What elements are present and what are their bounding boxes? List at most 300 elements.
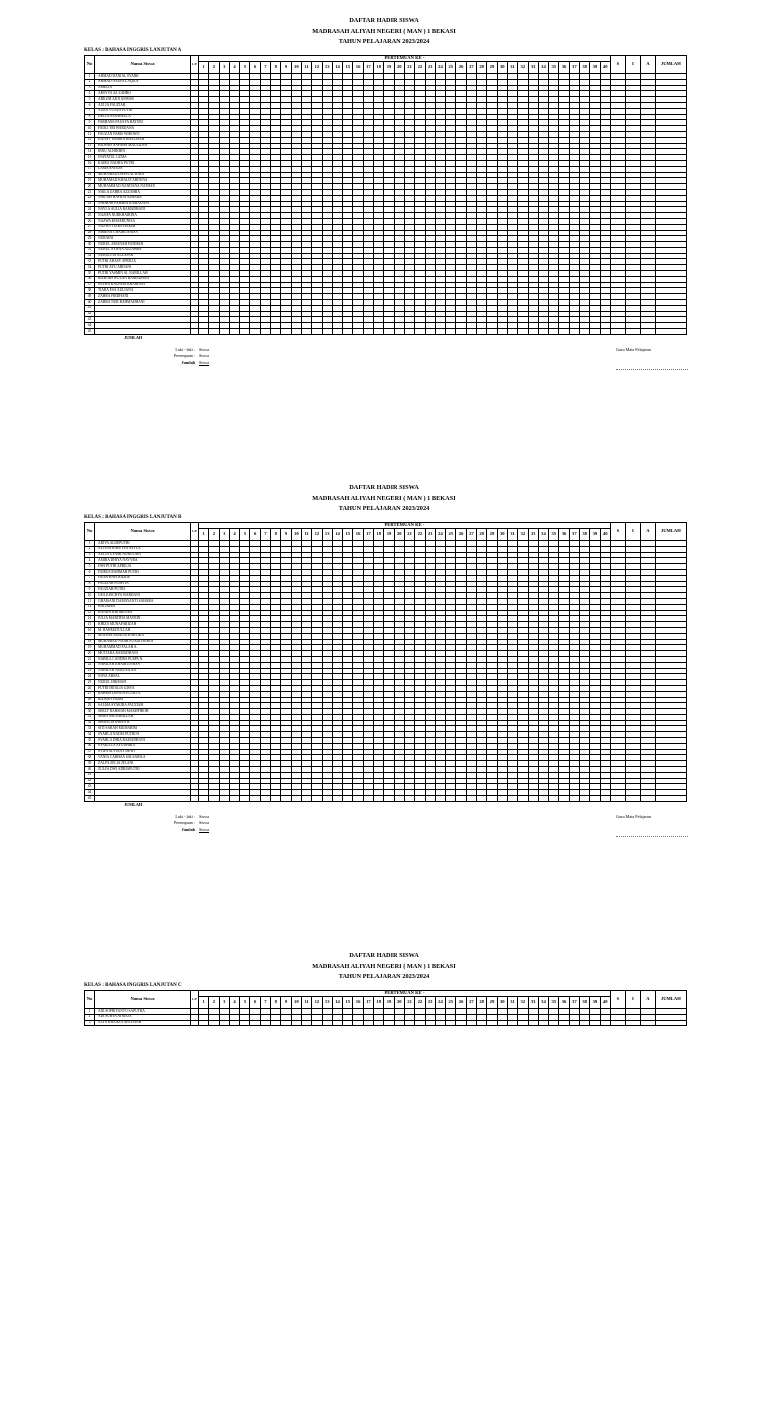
meeting-number: 39 [590, 62, 600, 74]
meeting-number: 28 [477, 529, 487, 541]
table-row [85, 796, 687, 802]
attendance-cell[interactable] [199, 796, 209, 802]
row-number: 20 [85, 184, 95, 190]
attendance-cell[interactable] [425, 1020, 435, 1026]
student-name: RIZKIAH WULAN RAMADHAN [95, 276, 191, 282]
student-name: NABILA CANDRA PUSPA N. [95, 656, 191, 662]
row-number: 21 [85, 189, 95, 195]
meeting-number: 5 [240, 529, 250, 541]
attendance-cell[interactable] [477, 329, 487, 335]
attendance-cell[interactable] [322, 329, 332, 335]
attendance-cell[interactable] [374, 1020, 384, 1026]
meeting-number: 37 [569, 62, 579, 74]
row-number: 40 [85, 767, 95, 773]
attendance-cell[interactable] [271, 329, 281, 335]
attendance-cell[interactable] [281, 796, 291, 802]
column-header-i: I [625, 991, 640, 1009]
meeting-number: 19 [384, 62, 394, 74]
row-number: 37 [85, 749, 95, 755]
attendance-cell[interactable] [260, 329, 270, 335]
meeting-number: 13 [322, 62, 332, 74]
attendance-cell[interactable] [301, 1020, 311, 1026]
absent-count-cell[interactable] [640, 796, 655, 802]
attendance-cell[interactable] [435, 1020, 445, 1026]
attendance-cell[interactable] [250, 329, 260, 335]
attendance-cell[interactable] [569, 1020, 579, 1026]
row-number: 20 [85, 651, 95, 657]
meeting-number: 12 [312, 997, 322, 1009]
attendance-cell[interactable] [260, 796, 270, 802]
student-name: ZALFA ZELIA JELANI [95, 761, 191, 767]
attendance-cell[interactable] [271, 1020, 281, 1026]
attendance-cell[interactable] [415, 796, 425, 802]
attendance-cell[interactable] [518, 796, 528, 802]
student-name: AULIA UTAMI NURULAIN [95, 552, 191, 558]
attendance-cell[interactable] [209, 329, 219, 335]
attendance-cell[interactable] [487, 329, 497, 335]
gender-cell[interactable] [191, 329, 199, 335]
row-number: 35 [85, 738, 95, 744]
attendance-cell[interactable] [281, 1020, 291, 1026]
attendance-cell[interactable] [281, 329, 291, 335]
meeting-number: 10 [291, 997, 301, 1009]
attendance-cell[interactable] [507, 796, 517, 802]
meeting-number: 27 [466, 529, 476, 541]
attendance-cell[interactable] [250, 1020, 260, 1026]
meeting-number: 32 [518, 62, 528, 74]
row-number: 17 [85, 166, 95, 172]
meeting-number: 21 [404, 529, 414, 541]
attendance-cell[interactable] [260, 1020, 270, 1026]
row-number: 12 [85, 604, 95, 610]
attendance-cell[interactable] [528, 1020, 538, 1026]
attendance-cell[interactable] [466, 1020, 476, 1026]
student-name: SYAHLA DHIA RAMADHANI [95, 738, 191, 744]
meeting-number: 19 [384, 997, 394, 1009]
meeting-number: 38 [579, 62, 589, 74]
attendance-cell[interactable] [363, 796, 373, 802]
attendance-cell[interactable] [600, 796, 610, 802]
absent-count-cell[interactable] [640, 1020, 655, 1026]
row-number: 45 [85, 329, 95, 335]
meeting-number: 29 [487, 62, 497, 74]
summary-label-total: Jumlah [181, 826, 195, 832]
meeting-number: 34 [538, 997, 548, 1009]
attendance-cell[interactable] [250, 796, 260, 802]
attendance-cell[interactable] [549, 329, 559, 335]
row-number: 6 [85, 102, 95, 108]
meeting-number: 9 [281, 997, 291, 1009]
student-name: VANIA CARISSA SALSABILA [95, 755, 191, 761]
attendance-cell[interactable] [384, 796, 394, 802]
attendance-cell[interactable] [291, 329, 301, 335]
meeting-number: 30 [497, 997, 507, 1009]
row-number: 3 [85, 552, 95, 558]
meeting-number: 8 [271, 529, 281, 541]
meeting-number: 17 [363, 997, 373, 1009]
permit-count-cell[interactable] [625, 329, 640, 335]
meeting-number: 3 [219, 529, 229, 541]
row-number: 14 [85, 149, 95, 155]
row-number: 35 [85, 271, 95, 277]
attendance-cell[interactable] [229, 329, 239, 335]
row-number: 6 [85, 569, 95, 575]
attendance-cell[interactable] [209, 1020, 219, 1026]
attendance-cell[interactable] [199, 329, 209, 335]
student-name: FATIH HAFI RIZKIE [95, 575, 191, 581]
row-number: 42 [85, 311, 95, 317]
meeting-number: 6 [250, 62, 260, 74]
attendance-cell[interactable] [219, 1020, 229, 1026]
meeting-number: 38 [579, 529, 589, 541]
attendance-cell[interactable] [528, 329, 538, 335]
attendance-cell[interactable] [456, 1020, 466, 1026]
row-number: 27 [85, 224, 95, 230]
attendance-cell[interactable] [518, 1020, 528, 1026]
row-number: 11 [85, 131, 95, 137]
sheet-header-title: DAFTAR HADIR SISWA [349, 952, 419, 959]
student-name: PUTRI AYU ARDANI [95, 265, 191, 271]
sheet-header-school: MADRASAH ALIYAH NEGERI ( MAN ) 1 BEKASI [312, 494, 456, 502]
attendance-cell[interactable] [487, 796, 497, 802]
attendance-cell[interactable] [415, 1020, 425, 1026]
row-number: 26 [85, 685, 95, 691]
student-name: MUTIARA RAMADHANI [95, 651, 191, 657]
table-row [85, 1020, 687, 1026]
meeting-number: 12 [312, 62, 322, 74]
student-name: RAHMA DONITA PUTRI A. [95, 691, 191, 697]
row-number: 8 [85, 114, 95, 120]
attendance-cell[interactable] [209, 796, 219, 802]
meeting-number: 24 [435, 529, 445, 541]
gender-cell[interactable] [191, 1020, 199, 1026]
attendance-cell[interactable] [456, 796, 466, 802]
teacher-signature-line [616, 369, 688, 370]
attendance-cell[interactable] [219, 329, 229, 335]
attendance-cell[interactable] [507, 1020, 517, 1026]
column-header-lp: L/P [191, 991, 199, 1009]
attendance-cell[interactable] [528, 796, 538, 802]
attendance-cell[interactable] [332, 796, 342, 802]
attendance-cell[interactable] [415, 329, 425, 335]
meeting-number: 16 [353, 997, 363, 1009]
attendance-cell[interactable] [446, 1020, 456, 1026]
row-number: 33 [85, 259, 95, 265]
column-header-jumlah: JUMLAH [655, 523, 686, 541]
attendance-cell[interactable] [579, 1020, 589, 1026]
row-number: 41 [85, 305, 95, 311]
attendance-cell[interactable] [240, 329, 250, 335]
row-number: 45 [85, 796, 95, 802]
attendance-cell[interactable] [477, 796, 487, 802]
attendance-cell[interactable] [425, 329, 435, 335]
attendance-sheet [0, 0, 768, 470]
column-header-meetings: PERTEMUAN KE - [199, 56, 611, 62]
attendance-cell[interactable] [322, 1020, 332, 1026]
attendance-cell[interactable] [435, 329, 445, 335]
attendance-cell[interactable] [497, 796, 507, 802]
meeting-number: 34 [538, 529, 548, 541]
meeting-number: 3 [219, 62, 229, 74]
attendance-cell[interactable] [579, 329, 589, 335]
attendance-cell[interactable] [353, 1020, 363, 1026]
attendance-cell[interactable] [240, 1020, 250, 1026]
student-name: FADLI TRI WARDANA [95, 126, 191, 132]
row-number: 1 [85, 540, 95, 546]
attendance-cell[interactable] [518, 329, 528, 335]
meeting-number: 1 [199, 997, 209, 1009]
attendance-cell[interactable] [507, 329, 517, 335]
sheet-header-school: MADRASAH ALIYAH NEGERI ( MAN ) 1 BEKASI [312, 27, 456, 35]
attendance-cell[interactable] [332, 329, 342, 335]
row-number: 38 [85, 755, 95, 761]
meeting-number: 33 [528, 997, 538, 1009]
student-name: SYIFA ALVIANY DEWI [95, 749, 191, 755]
meeting-number: 39 [590, 997, 600, 1009]
attendance-cell[interactable] [466, 796, 476, 802]
meeting-number: 7 [260, 997, 270, 1009]
meeting-number: 17 [363, 529, 373, 541]
summary-label-female: Perempuan : [173, 820, 195, 826]
row-number: 3 [85, 85, 95, 91]
meeting-number: 26 [456, 529, 466, 541]
student-name: KAIRA NADHA PUTRI [95, 160, 191, 166]
sick-count-cell[interactable] [610, 329, 625, 335]
row-number: 22 [85, 662, 95, 668]
attendance-cell[interactable] [332, 1020, 342, 1026]
attendance-cell[interactable] [394, 1020, 404, 1026]
attendance-cell[interactable] [538, 329, 548, 335]
attendance-cell[interactable] [291, 1020, 301, 1026]
attendance-cell[interactable] [374, 329, 384, 335]
meeting-number: 11 [301, 997, 311, 1009]
attendance-cell[interactable] [466, 329, 476, 335]
total-cell[interactable] [655, 1020, 686, 1026]
row-number: 14 [85, 616, 95, 622]
row-number: 5 [85, 97, 95, 103]
row-number: 10 [85, 126, 95, 132]
student-name: NURUL HIKMAH [95, 680, 191, 686]
attendance-cell[interactable] [384, 329, 394, 335]
attendance-cell[interactable] [374, 796, 384, 802]
attendance-cell[interactable] [559, 796, 569, 802]
student-name: SALWA KALFARI KHAIRANI [95, 282, 191, 288]
meeting-number: 14 [332, 529, 342, 541]
row-number: 7 [85, 108, 95, 114]
meeting-number: 22 [415, 529, 425, 541]
attendance-cell[interactable] [559, 329, 569, 335]
attendance-cell[interactable] [353, 796, 363, 802]
meeting-number: 20 [394, 529, 404, 541]
row-number: 43 [85, 784, 95, 790]
gender-cell[interactable] [191, 796, 199, 802]
attendance-cell[interactable] [271, 796, 281, 802]
row-number: 13 [85, 143, 95, 149]
row-number: 13 [85, 610, 95, 616]
attendance-cell[interactable] [363, 1020, 373, 1026]
attendance-cell[interactable] [312, 796, 322, 802]
gender-summary [160, 814, 209, 833]
attendance-cell[interactable] [559, 1020, 569, 1026]
row-number: 2 [85, 79, 95, 85]
student-name: NURAINI [95, 236, 191, 242]
meeting-number: 33 [528, 529, 538, 541]
attendance-cell[interactable] [600, 329, 610, 335]
meeting-number: 13 [322, 529, 332, 541]
attendance-cell[interactable] [569, 329, 579, 335]
permit-count-cell[interactable] [625, 1020, 640, 1026]
row-number: 28 [85, 697, 95, 703]
attendance-cell[interactable] [404, 329, 414, 335]
column-header-s: S [610, 56, 625, 74]
attendance-cell[interactable] [425, 796, 435, 802]
summary-label-male: Laki - laki : [175, 814, 195, 819]
meeting-number: 30 [497, 62, 507, 74]
absent-count-cell[interactable] [640, 329, 655, 335]
sick-count-cell[interactable] [610, 1020, 625, 1026]
meeting-number: 30 [497, 529, 507, 541]
row-number: 1 [85, 1008, 95, 1014]
attendance-cell[interactable] [229, 1020, 239, 1026]
student-name: ADI SOPRIYANTO SAPUTRA [95, 1008, 191, 1014]
column-header-meetings: PERTEMUAN KE - [199, 991, 611, 997]
student-name: JULIA MARITHA MAYRIN [95, 616, 191, 622]
attendance-cell[interactable] [240, 796, 250, 802]
teacher-signature-line [616, 836, 688, 837]
student-name: DWI PUTRI APRILIA [95, 564, 191, 570]
attendance-cell[interactable] [291, 796, 301, 802]
meeting-number: 18 [374, 62, 384, 74]
meeting-number: 15 [343, 997, 353, 1009]
meeting-number: 38 [579, 997, 589, 1009]
row-number: 42 [85, 778, 95, 784]
student-name: ALYA KHANZA AFATINAH [95, 1020, 191, 1026]
attendance-cell[interactable] [579, 796, 589, 802]
row-number: 43 [85, 317, 95, 323]
attendance-cell[interactable] [435, 796, 445, 802]
attendance-cell[interactable] [600, 1020, 610, 1026]
meeting-number: 22 [415, 62, 425, 74]
meeting-number: 9 [281, 529, 291, 541]
attendance-cell[interactable] [394, 329, 404, 335]
student-name: SYAKILLA AYUDHIKA [95, 743, 191, 749]
attendance-cell[interactable] [590, 796, 600, 802]
meeting-number: 21 [404, 62, 414, 74]
attendance-cell[interactable] [394, 796, 404, 802]
class-label: KELAS : BAHASA INGGRIS LANJUTAN A [84, 48, 182, 53]
attendance-cell[interactable] [487, 1020, 497, 1026]
attendance-cell[interactable] [497, 329, 507, 335]
attendance-cell[interactable] [301, 796, 311, 802]
meeting-number: 31 [507, 529, 517, 541]
attendance-cell[interactable] [549, 1020, 559, 1026]
total-cell[interactable] [655, 796, 686, 802]
total-cell[interactable] [655, 329, 686, 335]
meeting-number: 29 [487, 529, 497, 541]
meeting-number: 24 [435, 62, 445, 74]
meeting-number: 5 [240, 62, 250, 74]
student-name: GHAISANI DAMAYANTI SAHARA [95, 598, 191, 604]
attendance-cell[interactable] [590, 1020, 600, 1026]
meeting-number: 18 [374, 997, 384, 1009]
student-name: SALMA SYAKIRA FAUZIAH [95, 703, 191, 709]
student-name: NAYLA AULIA RAMADHANI [95, 207, 191, 213]
meeting-number: 13 [322, 997, 332, 1009]
attendance-cell[interactable] [446, 329, 456, 335]
student-name: KHIZA MUNAFARIZAH [95, 622, 191, 628]
row-number: 18 [85, 172, 95, 178]
row-number: 16 [85, 160, 95, 166]
attendance-cell[interactable] [343, 796, 353, 802]
attendance-cell[interactable] [456, 329, 466, 335]
attendance-cell[interactable] [404, 1020, 414, 1026]
attendance-cell[interactable] [343, 1020, 353, 1026]
attendance-cell[interactable] [569, 796, 579, 802]
row-number: 39 [85, 761, 95, 767]
attendance-cell[interactable] [301, 329, 311, 335]
meeting-number: 15 [343, 62, 353, 74]
student-name: INAYATUL UZMA [95, 155, 191, 161]
attendance-cell[interactable] [229, 796, 239, 802]
attendance-cell[interactable] [343, 329, 353, 335]
permit-count-cell[interactable] [625, 796, 640, 802]
attendance-cell[interactable] [312, 1020, 322, 1026]
meeting-number: 29 [487, 997, 497, 1009]
meeting-number: 17 [363, 62, 373, 74]
meeting-number: 25 [446, 529, 456, 541]
student-name: AMIRA DHIYA NAVYRA [95, 558, 191, 564]
attendance-cell[interactable] [404, 796, 414, 802]
meeting-number: 11 [301, 529, 311, 541]
row-number: 4 [85, 558, 95, 564]
meeting-number: 23 [425, 62, 435, 74]
attendance-cell[interactable] [538, 1020, 548, 1026]
student-name: HANNY SAHIRA KHALISAH [95, 137, 191, 143]
row-number: 32 [85, 253, 95, 259]
attendance-cell[interactable] [312, 329, 322, 335]
attendance-cell[interactable] [363, 329, 373, 335]
row-number: 29 [85, 703, 95, 709]
meeting-number: 22 [415, 997, 425, 1009]
attendance-cell[interactable] [549, 796, 559, 802]
attendance-cell[interactable] [219, 796, 229, 802]
row-number: 29 [85, 236, 95, 242]
meeting-number: 4 [229, 997, 239, 1009]
attendance-cell[interactable] [590, 329, 600, 335]
row-number: 36 [85, 276, 95, 282]
student-name: ALVINA RAFEYFA ASYLA [95, 546, 191, 552]
attendance-cell[interactable] [384, 1020, 394, 1026]
sick-count-cell[interactable] [610, 796, 625, 802]
column-header-name: Nama Siswa [95, 56, 191, 74]
row-number: 38 [85, 288, 95, 294]
meeting-number: 3 [219, 997, 229, 1009]
meeting-number: 40 [600, 997, 610, 1009]
student-name: MUHAMMAD FALAH A. [95, 645, 191, 651]
row-number: 24 [85, 674, 95, 680]
meeting-number: 25 [446, 997, 456, 1009]
column-header-i: I [625, 523, 640, 541]
attendance-cell[interactable] [322, 796, 332, 802]
attendance-cell[interactable] [497, 1020, 507, 1026]
attendance-cell[interactable] [538, 796, 548, 802]
student-name: SYAHLA NADIA PUTRI H [95, 732, 191, 738]
attendance-cell[interactable] [477, 1020, 487, 1026]
attendance-cell[interactable] [353, 329, 363, 335]
attendance-cell[interactable] [446, 796, 456, 802]
meeting-number: 27 [466, 62, 476, 74]
attendance-cell[interactable] [199, 1020, 209, 1026]
